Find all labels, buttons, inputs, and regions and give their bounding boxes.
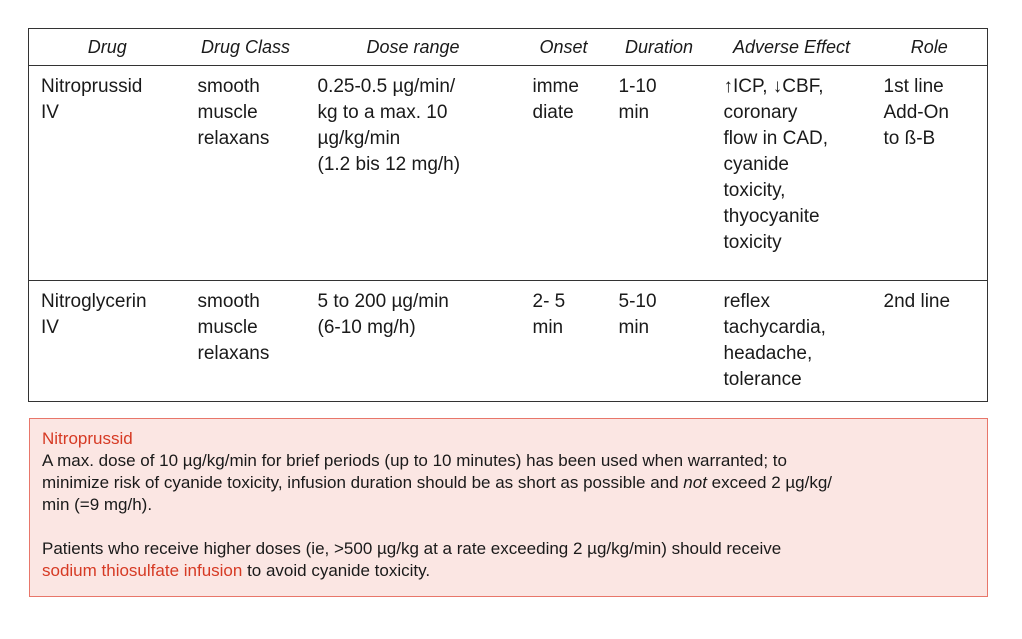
cell-dose-range: [306, 66, 521, 281]
cell-onset: [521, 66, 607, 281]
cell-line: (1.2 bis 12 mg/h): [317, 154, 461, 175]
cell-line: min: [618, 102, 650, 123]
cell-line: relaxans: [197, 343, 270, 364]
cell-role: [872, 66, 988, 281]
cell-line: imme: [532, 76, 579, 97]
note-text-part: to avoid cyanide toxicity.: [242, 561, 431, 580]
cell-line: kg to a max. 10: [317, 102, 448, 123]
cell-line: IV: [41, 102, 59, 123]
cell-line: tachycardia,: [723, 317, 826, 338]
arrow-up-icon: ↑: [723, 76, 733, 97]
cell-line: min: [532, 317, 564, 338]
cell-line: 5-10: [618, 291, 657, 312]
cell-line: smooth: [197, 76, 260, 97]
cell-line: [724, 74, 868, 100]
note-line: [42, 472, 975, 494]
note-line: [42, 560, 975, 582]
cell-drug: [29, 281, 186, 402]
cell-line: diate: [532, 102, 574, 123]
drug-table: [28, 28, 988, 402]
cell-line: muscle: [197, 317, 258, 338]
cell-line: Add-On: [883, 102, 949, 123]
header-adverse-effect: Adverse Effect: [712, 29, 872, 66]
cell-duration: [607, 281, 712, 402]
icp-text: ICP,: [733, 76, 768, 97]
cell-line: coronary: [723, 102, 798, 123]
note-paragraph-gap: [42, 516, 975, 538]
cell-line: 1-10: [618, 76, 657, 97]
arrow-down-icon: ↓: [772, 76, 783, 97]
cell-line: 0.25-0.5 µg/min/: [317, 76, 456, 97]
cell-line: 2- 5: [532, 291, 566, 312]
cell-adverse-effect: [712, 281, 872, 402]
table-row: [29, 281, 988, 402]
cell-dose-range: [306, 281, 521, 402]
cell-onset: [521, 281, 607, 402]
cell-line: tolerance: [723, 369, 802, 390]
cell-line: IV: [41, 317, 59, 338]
note-line: min (=9 mg/h).: [42, 495, 153, 514]
nitroprussid-note-box: [29, 418, 988, 597]
header-dose-range: Dose range: [306, 29, 521, 66]
note-emphasis: not: [683, 473, 707, 492]
cell-line: relaxans: [197, 128, 270, 149]
cell-line: 1st line: [883, 76, 944, 97]
cell-line: cyanide: [723, 154, 789, 175]
header-onset: Onset: [521, 29, 607, 66]
table-row: [29, 66, 988, 281]
note-text-part: minimize risk of cyanide toxicity, infusion duration should be as short as possible and: [42, 473, 684, 492]
cell-drug-class: [186, 281, 306, 402]
cell-drug-class: [186, 66, 306, 281]
sodium-thiosulfate-highlight: sodium thiosulfate infusion: [42, 561, 243, 580]
note-line: Patients who receive higher doses (ie, >500 µg/kg at a rate exceeding 2 µg/kg/min) should receive: [42, 539, 782, 558]
cell-line: µg/kg/min: [317, 128, 401, 149]
header-drug: Drug: [29, 29, 186, 66]
note-line: A max. dose of 10 µg/kg/min for brief periods (up to 10 minutes) has been used when warranted; to: [42, 451, 787, 470]
cell-drug: [29, 66, 186, 281]
cell-role: [872, 281, 988, 402]
cell-line: thyocyanite: [723, 206, 820, 227]
cell-line: headache,: [723, 343, 813, 364]
cell-line: muscle: [197, 102, 258, 123]
header-drug-class: Drug Class: [186, 29, 306, 66]
cell-line: to ß-B: [883, 128, 936, 149]
cell-line: toxicity: [723, 232, 782, 253]
cell-adverse-effect: [712, 66, 872, 281]
cell-line: min: [618, 317, 650, 338]
cell-line: (6-10 mg/h): [317, 317, 416, 338]
cell-line: smooth: [197, 291, 260, 312]
cell-line: Nitroglycerin: [41, 291, 147, 312]
note-title: Nitroprussid: [42, 429, 133, 448]
header-duration: Duration: [607, 29, 712, 66]
cell-line: toxicity,: [723, 180, 786, 201]
cell-line: reflex: [723, 291, 770, 312]
cell-line: Nitroprussid: [41, 76, 143, 97]
table-header-row: [29, 29, 988, 66]
cbf-text: CBF,: [782, 76, 824, 97]
header-role: Role: [872, 29, 988, 66]
cell-line: 2nd line: [883, 291, 951, 312]
note-text-part: exceed 2 µg/kg/: [706, 473, 833, 492]
cell-line: flow in CAD,: [723, 128, 829, 149]
cell-line: 5 to 200 µg/min: [317, 291, 449, 312]
cell-duration: [607, 66, 712, 281]
